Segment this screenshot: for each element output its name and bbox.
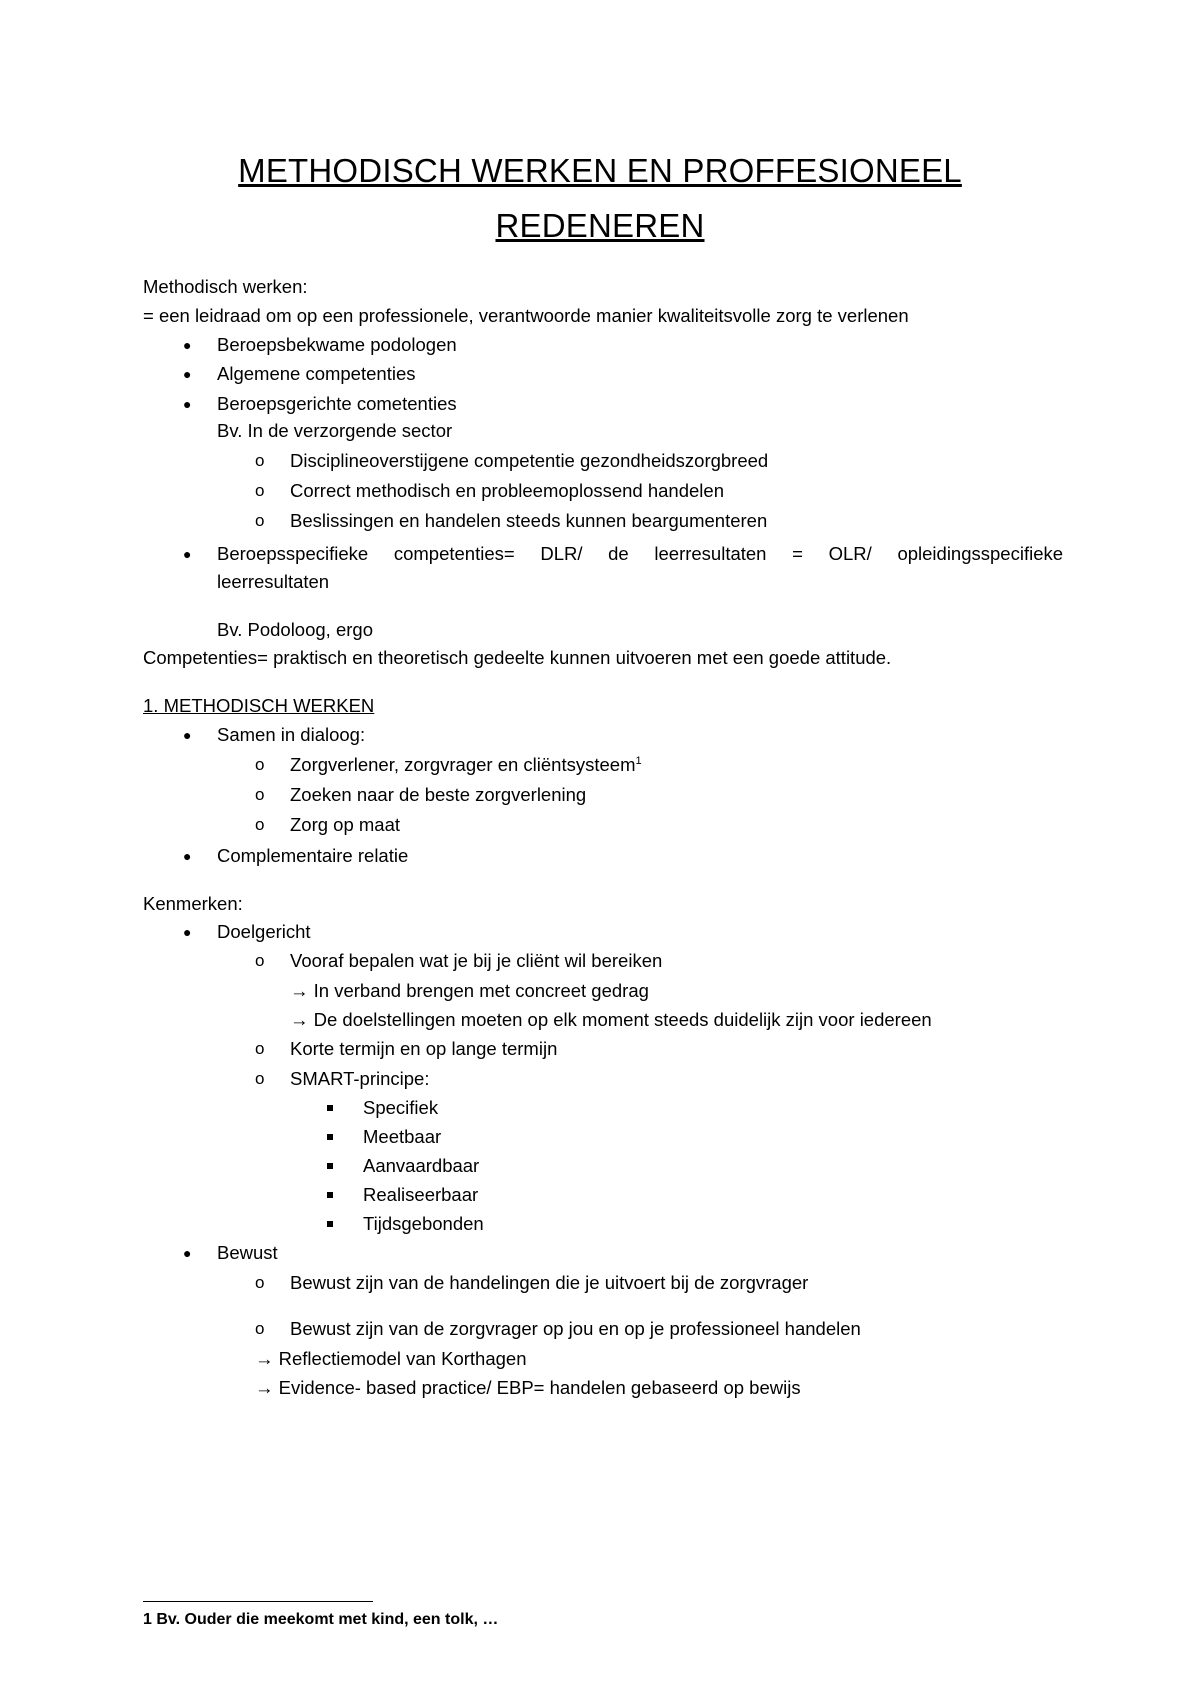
square-bullet-icon [327,1163,333,1169]
list-item-continuation: leerresultaten [217,571,330,592]
square-bullet-icon [327,1221,333,1227]
kenmerken-label: Kenmerken: [143,893,243,914]
bullet-icon: ● [183,727,192,743]
example-text: Bv. In de verzorgende sector [217,420,453,441]
list-item: Beroepsgerichte cometenties [217,393,457,414]
list-item: Disciplineoverstijgene competentie gezondheidszorgbreed [290,450,769,471]
list-item: Meetbaar [363,1126,442,1147]
list-item: Beslissingen en handelen steeds kunnen beargumenteren [290,510,768,531]
sub-bullet-icon: o [255,1273,265,1292]
intro-definition: = een leidraad om op een professionele, verantwoorde manier kwaliteitsvolle zorg te verlenen [143,305,909,326]
list-item: Realiseerbaar [363,1184,479,1205]
arrow-right-icon: → [255,1348,274,1369]
list-item: Correct methodisch en probleemoplossend handelen [290,480,724,501]
arrow-line: → Evidence- based practice/ EBP= handelen gebaseerd op bewijs [255,1377,801,1398]
footnote-text: 1 Bv. Ouder die meekomt met kind, een tolk, … [143,1611,499,1628]
square-bullet-icon [327,1192,333,1198]
arrow-right-icon: → [290,1009,309,1030]
list-item: Tijdsgebonden [363,1213,484,1234]
bullet-icon: ● [183,337,192,353]
square-bullet-icon [327,1105,333,1111]
list-item: Bewust zijn van de handelingen die je uitvoert bij de zorgvrager [290,1272,809,1293]
arrow-line: → De doelstellingen moeten op elk moment steeds duidelijk zijn voor iedereen [290,1009,932,1030]
sub-bullet-icon: o [255,755,265,774]
competenties-definition: Competenties= praktisch en theoretisch gedeelte kunnen uitvoeren met een goede attitude. [143,647,892,668]
footnote-separator [143,1601,373,1602]
arrow-line: → In verband brengen met concreet gedrag [290,980,649,1001]
bullet-icon: ● [183,924,192,940]
list-item: Korte termijn en op lange termijn [290,1038,558,1059]
arrow-right-icon: → [290,980,309,1001]
list-item: Vooraf bepalen wat je bij je cliënt wil bereiken [290,950,663,971]
list-item: Doelgericht [217,921,311,942]
section-heading: 1. METHODISCH WERKEN [143,695,375,716]
list-item: Complementaire relatie [217,845,409,866]
sub-bullet-icon: o [255,511,265,530]
list-item: Specifiek [363,1097,439,1118]
list-item: Samen in dialoog: [217,724,366,745]
list-item: Algemene competenties [217,363,416,384]
arrow-line: → Reflectiemodel van Korthagen [255,1348,527,1369]
arrow-right-icon: → [255,1377,274,1398]
list-item: Bewust [217,1242,278,1263]
list-item: Zoeken naar de beste zorgverlening [290,784,587,805]
intro-label: Methodisch werken: [143,276,308,297]
sub-bullet-icon: o [255,785,265,804]
bullet-icon: ● [183,1245,192,1261]
document-title-line-2: REDENEREN [495,207,705,244]
bullet-icon: ● [183,546,192,562]
bullet-icon: ● [183,848,192,864]
list-item: Zorg op maat [290,814,401,835]
footnote-reference[interactable]: 1 [635,754,642,767]
sub-bullet-icon: o [255,1039,265,1058]
document-title-line-1: METHODISCH WERKEN EN PROFFESIONEEL [238,152,962,189]
sub-bullet-icon: o [255,951,265,970]
list-item: Bewust zijn van de zorgvrager op jou en op je professioneel handelen [290,1318,861,1339]
square-bullet-icon [327,1134,333,1140]
list-item: Aanvaardbaar [363,1155,480,1176]
sub-bullet-icon: o [255,815,265,834]
sub-bullet-icon: o [255,1319,265,1338]
sub-bullet-icon: o [255,451,265,470]
sub-bullet-icon: o [255,1069,265,1088]
example-text: Bv. Podoloog, ergo [217,619,373,640]
list-item: SMART-principe: [290,1068,430,1089]
sub-bullet-icon: o [255,481,265,500]
list-item: Zorgverlener, zorgvrager en cliëntsysteem$^1$ [290,754,642,775]
bullet-icon: ● [183,396,192,412]
list-item: Beroepsbekwame podologen [217,334,457,355]
justified-list-item: Beroepsspecifieke competenties= DLR/ de leerresultaten = OLR/ opleidingsspecifieke [217,543,1064,564]
bullet-icon: ● [183,366,192,382]
